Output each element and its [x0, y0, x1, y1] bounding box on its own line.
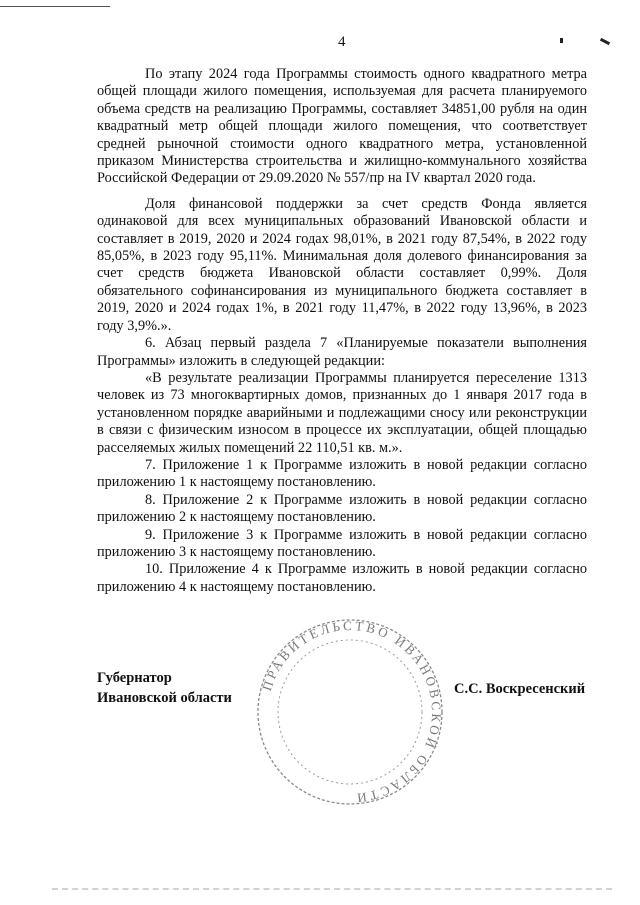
paragraph-item-9: 9. Приложение 3 к Программе изложить в новой редакции согласно приложению 3 к настоящему постановлению. — [97, 526, 587, 560]
signatory-title — [97, 668, 297, 708]
signatory-name: С.С. Воскресенский — [454, 681, 586, 697]
paragraph-quote: «В результате реализации Программы планируется переселение 1313 человек из 73 многоквартирных домов, признанных до 1 января 2017 года в установленном порядке аварийными и подлежащими сносу или реконструкции в связи с физическим износом в процессе их эксплуатации, общей площадью расселяемых жилых помещений 22 110,51 кв. м.». — [97, 369, 587, 456]
scan-footer-noise — [52, 888, 612, 892]
page-number: 4 — [338, 34, 346, 50]
official-seal — [250, 612, 450, 812]
svg-text:ПРАВИТЕЛЬСТВО ИВАНОВСКОЙ ОБЛАС: ПРАВИТЕЛЬСТВО ИВАНОВСКОЙ ОБЛАСТИ — [258, 617, 445, 807]
signatory-title-line1: Губернатор — [97, 670, 172, 686]
signatory-title-line2: Ивановской области — [97, 690, 232, 706]
paragraph-item-10: 10. Приложение 4 к Программе изложить в новой редакции согласно приложению 4 к настоящему постановлению. — [97, 561, 587, 595]
paragraph-item-7: 7. Приложение 1 к Программе изложить в новой редакции согласно приложению 1 к настоящему постановлению. — [97, 456, 587, 491]
paragraph-item-6: 6. Абзац первый раздела 7 «Планируемые показатели выполнения Программы» изложить в следующей редакции: — [97, 335, 587, 369]
document-body — [97, 66, 587, 596]
paragraph-cost: По этапу 2024 года Программы стоимость одного квадратного метра общей площади жилого помещения, используемая для расчета планируемого объема средств на реализацию Программы, составляет 34851,00 рубля на один квадратный метр общей площади жилого помещения, что соответствует средней рыночной стоимости одного квадратного метра, установленной приказом Министерства строительства и жилищно-коммунального хозяйства Российской Федерации от 29.09.2020 № 557/пр на IV квартал 2020 года. — [97, 66, 587, 187]
top-rule — [0, 6, 110, 7]
paragraph-fund-share: Доля финансовой поддержки за счет средств Фонда является одинаковой для всех муниципальных образований Ивановской области и составляет в 2019, 2020 и 2024 годах 98,01%, в 2021 году 87,54%, в 2022 году 85,05%, в 2023 году 95,11%. Минимальная доля долевого финансирования за счет средств бюджета Ивановской области составляет 0,99%. Доля обязательного софинансирования из муниципального бюджета составляет в 2019, 2020 и 2024 годах 1%, в 2021 году 11,47%, в 2022 году 13,96%, в 2023 году 3,9%.». — [97, 195, 587, 334]
paragraph-item-8: 8. Приложение 2 к Программе изложить в новой редакции согласно приложению 2 к настоящему постановлению. — [97, 491, 587, 526]
scan-mark — [560, 38, 563, 43]
scan-mark-tick — [600, 38, 610, 45]
